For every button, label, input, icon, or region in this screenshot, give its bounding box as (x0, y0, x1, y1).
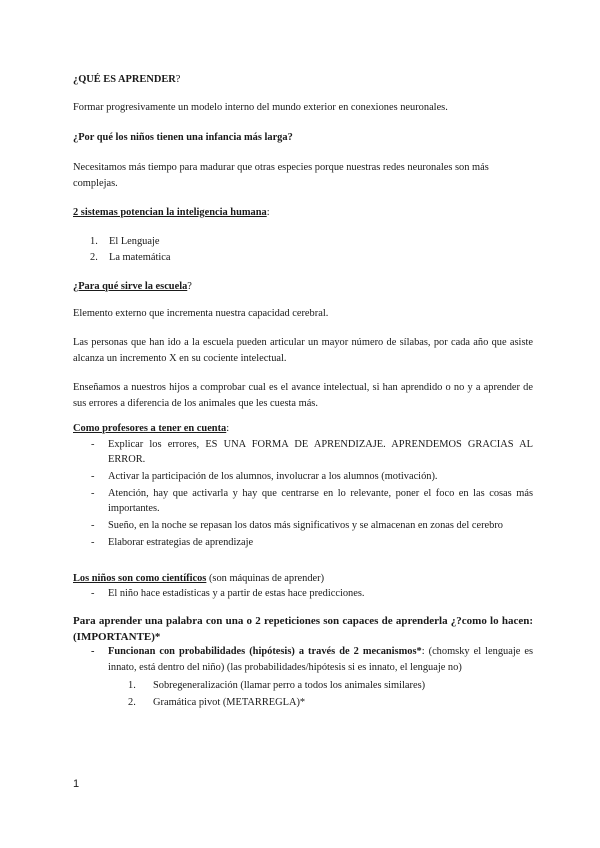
list-item-text: Explicar los errores, ES UNA FORMA DE APRENDIZAJE. APRENDEMOS GRACIAS AL ERROR. (108, 439, 533, 465)
list-number: 1. (128, 680, 136, 691)
bullet-dash: - (91, 520, 95, 531)
bullet-dash: - (91, 471, 95, 482)
page-number: 1 (73, 778, 80, 790)
heading-text: 2 sistemas potencian la inteligencia humana (73, 207, 267, 218)
list-item-text: : (chomsky el lenguaje es innato, está dentro del niño) (las probabilidades/hipótesis si es innato, el lenguaje no) (108, 646, 533, 673)
heading-punct: : (266, 207, 270, 218)
list-item (73, 535, 533, 550)
list-item (73, 644, 533, 676)
heading-que-es-aprender (73, 72, 529, 88)
list-item-text: El Lenguaje (109, 236, 160, 247)
list-item-bold: Funcionan con probabilidades (hipótesis) a través de 2 mecanismos* (108, 646, 422, 657)
heading-punct: ? (187, 281, 192, 292)
heading-aprender-palabra (73, 613, 533, 645)
bullet-dash: - (91, 439, 95, 450)
heading-text: ¿QUÉ ES APRENDER (73, 74, 176, 85)
heading-cientificos (73, 571, 529, 587)
paragraph-ensenamos: Enseñamos a nuestros hijos a comprobar cual es el avance intelectual, si han aprendido o no y a aprender de sus errores a diferencia de los animales que les cuesta más. (73, 382, 533, 409)
paragraph-infancia: Necesitamos más tiempo para madurar que otras especies porque nuestras redes neuronales son más complejas. (73, 162, 489, 189)
heading-profesores (73, 421, 529, 437)
heading-punct: : (226, 423, 230, 434)
list-item-text: Sobregeneralización (llamar perro a todos los animales similares) (153, 680, 426, 691)
heading-infancia (73, 130, 529, 146)
list-item (73, 586, 533, 601)
teacher-list (73, 437, 533, 552)
heading-text: Como profesores a tener en cuenta (73, 423, 227, 434)
heading-punct: ? (175, 74, 181, 85)
bullet-dash: - (91, 537, 95, 548)
bullet-dash: - (91, 488, 95, 499)
list-item (73, 234, 533, 249)
heading-escuela (73, 279, 529, 295)
list-item-text: La matemática (109, 252, 171, 263)
heading-text: Los niños son como científicos (73, 573, 207, 584)
list-number: 1. (90, 236, 98, 247)
list-item (73, 518, 533, 533)
bullet-dash: - (91, 646, 95, 657)
heading-sistemas (73, 205, 529, 221)
heading-text: ¿Para qué sirve la escuela (73, 281, 188, 292)
scientist-list (73, 586, 533, 603)
list-item (73, 437, 533, 467)
paragraph-definition: Formar progresivamente un modelo interno del mundo exterior en conexiones neuronales. (73, 102, 448, 113)
heading-text: Para aprender una palabra con una o 2 repeticiones son capaces de aprenderla ¿?como lo hacen: (IMPORTANTE)* (73, 615, 533, 643)
list-number: 2. (90, 252, 98, 263)
list-item-text: Sueño, en la noche se repasan los datos más significativos y se almacenan en zonas del cerebro (108, 520, 503, 531)
systems-list (73, 234, 533, 266)
list-item (73, 469, 533, 484)
paragraph-personas: Las personas que han ido a la escuela pueden articular un mayor número de sílabas, por cada año que asiste alcanza un incremento X en su cociente intelectual. (73, 337, 533, 364)
list-item-text: Elaborar estrategias de aprendizaje (108, 537, 254, 548)
list-item-text: Atención, hay que activarla y hay que centrarse en lo relevante, poner el foco en las cosas más importantes. (108, 488, 533, 514)
heading-rest: (son máquinas de aprender) (206, 573, 325, 584)
list-item (73, 695, 533, 711)
bullet-dash: - (91, 588, 95, 599)
list-item (73, 250, 533, 265)
list-item-text: Activar la participación de los alumnos, involucrar a los alumnos (motivación). (108, 471, 438, 482)
list-item-text: El niño hace estadísticas y a partir de estas hace predicciones. (108, 588, 365, 599)
paragraph-elemento: Elemento externo que incrementa nuestra capacidad cerebral. (73, 308, 329, 319)
mechanism-list (73, 644, 533, 712)
list-item (73, 678, 533, 694)
heading-text: ¿Por qué los niños tienen una infancia más larga? (73, 132, 293, 143)
list-item (73, 486, 533, 516)
list-number: 2. (128, 697, 136, 708)
list-item-text: Gramática pivot (METARREGLA)* (153, 697, 306, 708)
